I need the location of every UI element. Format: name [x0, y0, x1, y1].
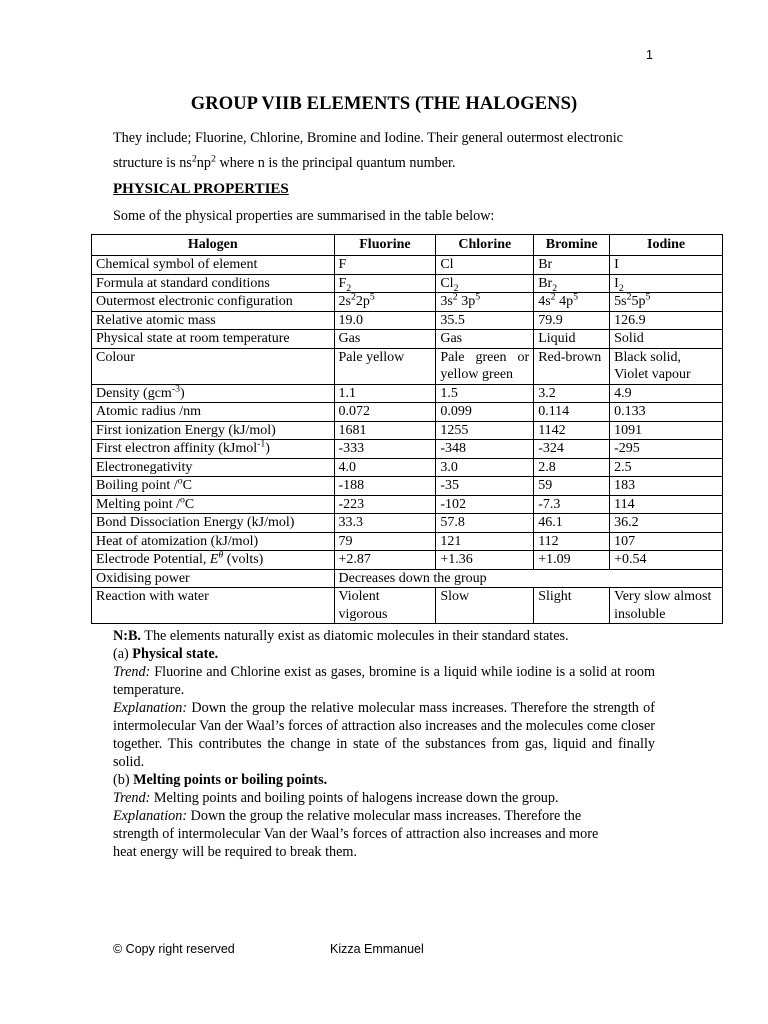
table-row [92, 421, 723, 440]
row-label: Boiling point /$^o$C [92, 477, 335, 496]
table-cell: 1.1 [334, 384, 436, 403]
table-cell: 0.099 [436, 403, 534, 422]
table-cell: -324 [534, 440, 610, 459]
table-cell: $F_2$ [334, 274, 436, 293]
table-row [92, 514, 723, 533]
table-cell: Liquid [534, 330, 610, 349]
table-row [92, 293, 723, 312]
table-cell: 1681 [334, 421, 436, 440]
table-cell: +1.09 [534, 551, 610, 570]
row-label: Bond Dissociation Energy (kJ/mol) [92, 514, 335, 533]
table-row [92, 477, 723, 496]
table-cell: +0.54 [610, 551, 723, 570]
row-label: Melting point /$^o$C [92, 495, 335, 514]
table-cell: 1.5 [436, 384, 534, 403]
row-label: Relative atomic mass [92, 311, 335, 330]
table-cell: Slow [436, 588, 534, 624]
table-cell: 79.9 [534, 311, 610, 330]
intro-paragraph: They include; Fluorine, Chlorine, Bromine and Iodine. Their general outermost electronic structure is $ns^2np^2$ where n is the principal quantum number. [113, 130, 623, 171]
row-label: Colour [92, 348, 335, 384]
table-cell: 59 [534, 477, 610, 496]
table-cell: 36.2 [610, 514, 723, 533]
table-row [92, 458, 723, 477]
table-header-row [92, 235, 723, 256]
table-cell: $5s^25p^5$ [610, 293, 723, 312]
table-intro-text: Some of the physical properties are summarised in the table below: [113, 208, 495, 224]
section-heading: PHYSICAL PROPERTIES [113, 181, 289, 197]
table-row [92, 532, 723, 551]
page-title: GROUP VIIB ELEMENTS (THE HALOGENS) [190, 94, 578, 114]
table-cell: 112 [534, 532, 610, 551]
subheading-physical-state: (a) Physical state. [113, 646, 219, 662]
table-cell: 1142 [534, 421, 610, 440]
row-label: Reaction with water [92, 588, 335, 624]
table-cell: 0.114 [534, 403, 610, 422]
row-label: Physical state at room temperature [92, 330, 335, 349]
table-cell: $Br_2$ [534, 274, 610, 293]
subheading-melting-boiling: (b) Melting points or boiling points. [113, 772, 328, 788]
table-cell: +1.36 [436, 551, 534, 570]
table-cell: 35.5 [436, 311, 534, 330]
table-row [92, 495, 723, 514]
table-row [92, 403, 723, 422]
nb-note: N:B. The elements naturally exist as diatomic molecules in their standard states. [113, 628, 569, 644]
trend-melting-boiling: Trend: Melting points and boiling points of halogens increase down the group. [113, 790, 559, 806]
table-row [92, 330, 723, 349]
table-cell: Decreases down the group [334, 569, 723, 588]
table-cell: +2.87 [334, 551, 436, 570]
table-cell: Solid [610, 330, 723, 349]
table-cell: 114 [610, 495, 723, 514]
table-cell: 4.9 [610, 384, 723, 403]
table-cell: 1255 [436, 421, 534, 440]
column-header-iodine: Iodine [610, 235, 723, 256]
table-cell: -295 [610, 440, 723, 459]
column-header-halogen: Halogen [92, 235, 335, 256]
table-row [92, 348, 723, 384]
table-cell: 2.5 [610, 458, 723, 477]
table-cell: $3s^2$ $3p^5$ [436, 293, 534, 312]
row-label: First ionization Energy (kJ/mol) [92, 421, 335, 440]
table-cell: -348 [436, 440, 534, 459]
explanation-physical-state: Explanation: Down the group the relative molecular mass increases. Therefore the strength of intermolecular Van der Waal’s forces of attraction also increases and the molecules come closer together. This contributes the change in state of the substances from gas, liquid and finally solid. [113, 700, 655, 770]
row-label: Chemical symbol of element [92, 256, 335, 275]
properties-table [91, 234, 723, 624]
table-cell: Black solid, Violet vapour [610, 348, 723, 384]
table-cell: 183 [610, 477, 723, 496]
notes-section [113, 627, 655, 861]
table-row [92, 569, 723, 588]
table-cell: Cl [436, 256, 534, 275]
table-cell: 107 [610, 532, 723, 551]
row-label: First electron affinity (kJmol$^{-1}$) [92, 440, 335, 459]
table-cell: -223 [334, 495, 436, 514]
explanation-melting-boiling: Explanation: Down the group the relative molecular mass increases. Therefore the strength of intermolecular Van der Waal’s forces of attraction also increases and more heat energy will be required to break them. [113, 808, 599, 860]
row-label: Formula at standard conditions [92, 274, 335, 293]
table-row [92, 384, 723, 403]
table-cell: 57.8 [436, 514, 534, 533]
column-header-chlorine: Chlorine [436, 235, 534, 256]
table-cell: 19.0 [334, 311, 436, 330]
row-label: Heat of atomization (kJ/mol) [92, 532, 335, 551]
table-cell: 2.8 [534, 458, 610, 477]
table-cell: 121 [436, 532, 534, 551]
table-row [92, 274, 723, 293]
table-cell: Gas [334, 330, 436, 349]
table-cell: -333 [334, 440, 436, 459]
table-cell: 0.133 [610, 403, 723, 422]
row-label: Electronegativity [92, 458, 335, 477]
table-cell: -188 [334, 477, 436, 496]
table-cell: -102 [436, 495, 534, 514]
table-cell: 3.0 [436, 458, 534, 477]
table-cell: Violent vigorous [334, 588, 436, 624]
table-cell: $2s^22p^5$ [334, 293, 436, 312]
table-row [92, 311, 723, 330]
table-cell: Pale yellow [334, 348, 436, 384]
table-cell: 0.072 [334, 403, 436, 422]
table-cell: 46.1 [534, 514, 610, 533]
column-header-fluorine: Fluorine [334, 235, 436, 256]
footer-copyright: © Copy right reserved [113, 942, 235, 956]
table-cell: Slight [534, 588, 610, 624]
table-cell: Red-brown [534, 348, 610, 384]
table-cell: 3.2 [534, 384, 610, 403]
table-cell: Br [534, 256, 610, 275]
footer-author: Kizza Emmanuel [330, 942, 424, 956]
row-label: Outermost electronic configuration [92, 293, 335, 312]
table-cell: $I_2$ [610, 274, 723, 293]
row-label: Electrode Potential, $E^\theta$ (volts) [92, 551, 335, 570]
table-row [92, 440, 723, 459]
table-cell: 126.9 [610, 311, 723, 330]
table-cell: I [610, 256, 723, 275]
table-row [92, 588, 723, 624]
row-label: Atomic radius /nm [92, 403, 335, 422]
table-cell: Pale green or yellow green [436, 348, 534, 384]
table-row [92, 551, 723, 570]
row-label: Oxidising power [92, 569, 335, 588]
table-cell: -7.3 [534, 495, 610, 514]
table-row [92, 256, 723, 275]
table-cell: $4s^2$ $4p^5$ [534, 293, 610, 312]
table-cell: 1091 [610, 421, 723, 440]
table-cell: 79 [334, 532, 436, 551]
table-cell: Very slow almost insoluble [610, 588, 723, 624]
table-cell: F [334, 256, 436, 275]
trend-physical-state: Trend: Fluorine and Chlorine exist as gases, bromine is a liquid while iodine is a solid at room temperature. [113, 664, 655, 698]
table-cell: $Cl_2$ [436, 274, 534, 293]
table-cell: 33.3 [334, 514, 436, 533]
table-cell: 4.0 [334, 458, 436, 477]
column-header-bromine: Bromine [534, 235, 610, 256]
row-label: Density (gcm$^{-3}$) [92, 384, 335, 403]
page-number: 1 [646, 48, 653, 62]
table-cell: Gas [436, 330, 534, 349]
table-cell: -35 [436, 477, 534, 496]
